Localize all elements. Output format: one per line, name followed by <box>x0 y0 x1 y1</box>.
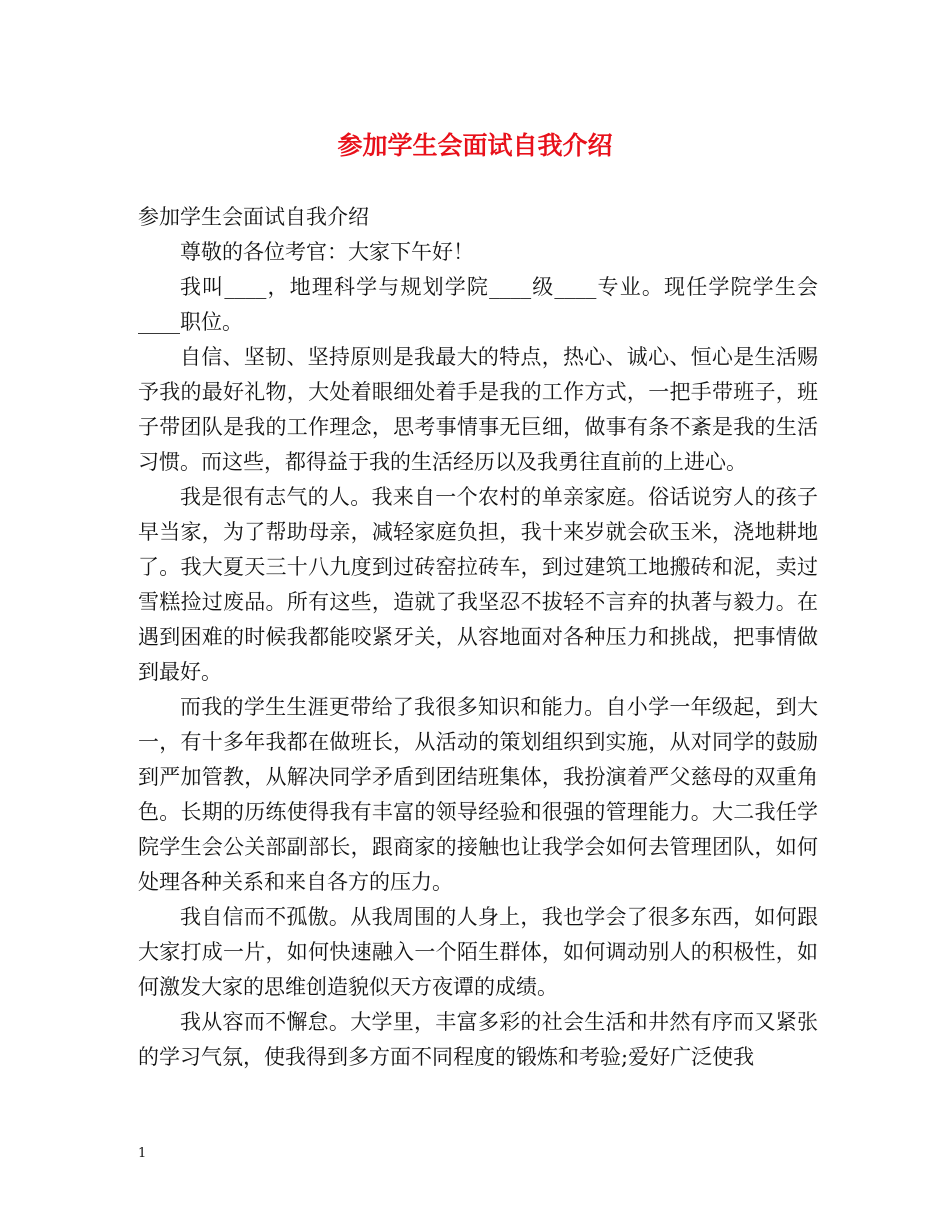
composure-paragraph: 我从容而不懈怠。大学里，丰富多彩的社会生活和井然有序而又紧张的学习气氛，使我得到多方面不同程度的锻炼和考验;爱好广泛使我 <box>138 1010 818 1069</box>
document-title: 参加学生会面试自我介绍 <box>337 131 613 160</box>
confidence-paragraph: 我自信而不孤傲。从我周围的人身上，我也学会了很多东西，如何跟大家打成一片，如何快速融入一个陌生群体，如何调动别人的积极性，如何激发大家的思维创造貌似天方夜谭的成绩。 <box>138 905 818 999</box>
document-body <box>138 200 818 1075</box>
introduction-paragraph: 我叫____，地理科学与规划学院____级____专业。现任学院学生会____职位。 <box>138 275 818 334</box>
background-paragraph: 我是很有志气的人。我来自一个农村的单亲家庭。俗话说穷人的孩子早当家，为了帮助母亲，减轻家庭负担，我十来岁就会砍玉米，浇地耕地了。我大夏天三十八九度到过砖窑拉砖车，到过建筑工地搬砖和泥，卖过雪糕捡过废品。所有这些，造就了我坚忍不拔轻不言弃的执著与毅力。在遇到困难的时候我都能咬紧牙关，从容地面对各种压力和挑战，把事情做到最好。 <box>138 485 818 684</box>
traits-paragraph: 自信、坚韧、坚持原则是我最大的特点，热心、诚心、恒心是生活赐予我的最好礼物，大处着眼细处着手是我的工作方式，一把手带班子，班子带团队是我的工作理念，思考事情事无巨细，做事有条不紊是我的生活习惯。而这些，都得益于我的生活经历以及我勇往直前的上进心。 <box>138 345 818 474</box>
page-number: 1 <box>138 1146 147 1161</box>
experience-paragraph: 而我的学生生涯更带给了我很多知识和能力。自小学一年级起，到大一，有十多年我都在做班长，从活动的策划组织到实施，从对同学的鼓励到严加管教，从解决同学矛盾到团结班集体，我扮演着严父慈母的双重角色。长期的历练使得我有丰富的领导经验和很强的管理能力。大二我任学院学生会公关部副部长，跟商家的接触也让我学会如何去管理团队，如何处理各种关系和来自各方的压力。 <box>138 695 818 894</box>
body-heading-paragraph: 参加学生会面试自我介绍 <box>138 205 369 229</box>
greeting-paragraph: 尊敬的各位考官：大家下午好！ <box>180 240 474 264</box>
